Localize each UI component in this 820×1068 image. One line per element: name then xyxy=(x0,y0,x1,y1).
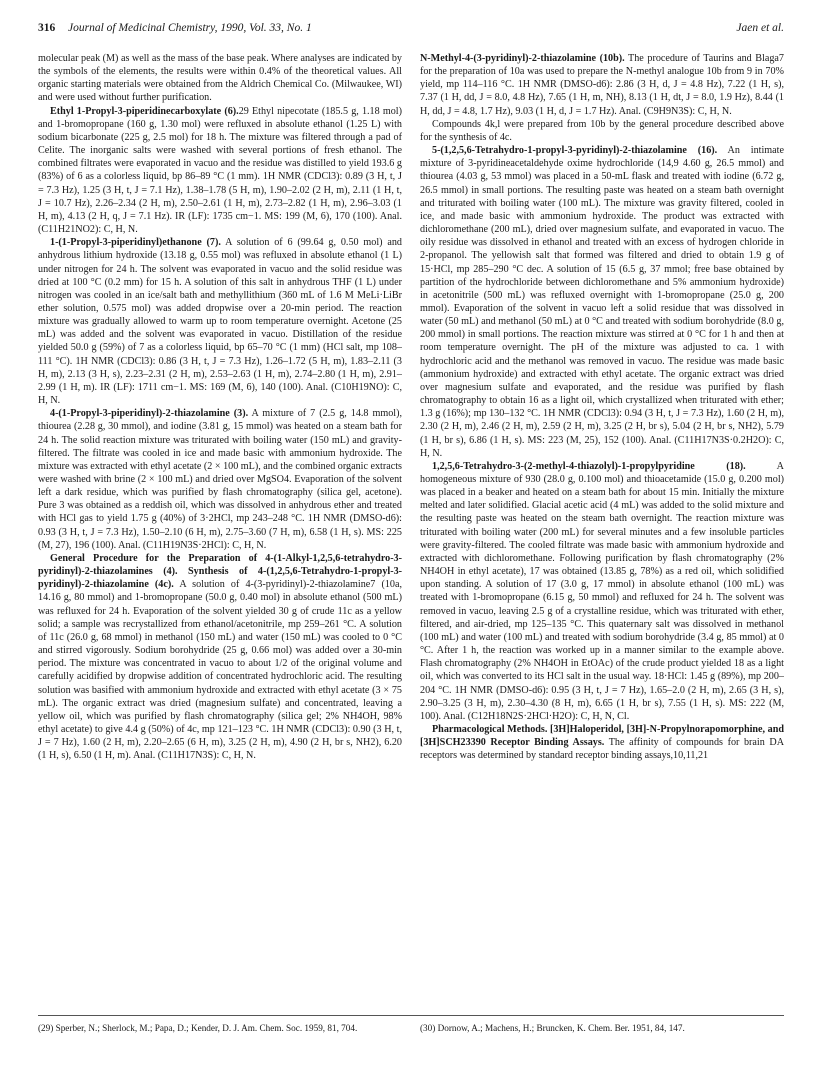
compound-7-text: A solution of 6 (99.64 g, 0.50 mol) and anhydrous lithium hydroxide (13.18 g, 0.55 mol) was refluxed in absolute ethanol (1 L) under nitrogen for 24 h. The solvent was evaporated in vacuo and the solid residue was dried at 100 °C (0.2 mm) for 15 h. A solution of this salt in anhydrous THF (1 L) under nitrogen was cooled in an ice/salt bath and methyllithium (360 mL of 1.6 M MeLi·LiBr ether solution, 0.575 mol) was added dropwise over a 20-min period. The reaction mixture was gradually allowed to warm up to room temperature overnight. Acetone (25 mL) was added and the solvent was evaporated in vacuo. Distillation of the residue yielded 50.0 g (59%) of 7 as a colorless liquid, bp 65–70 °C (1 mm) (HCl salt, mp 108–111 °C). 1H NMR (CDCl3): 0.86 (3 H, t, J = 7.3 Hz), 1.26–1.72 (5 H, m), 1.83–2.11 (3 H, m), 2.13 (3 H, s), 2.23–2.31 (2 H, m), 2.53–2.63 (1 H, m), 2.74–2.80 (1 H, m), 2.91–2.99 (1 H, m). IR (LF): 1711 cm−1. MS: 169 (M, 6), 140 (100). Anal. (C10H19NO): C, H, N. xyxy=(38,237,402,407)
paragraph-compound-3 xyxy=(38,407,402,552)
paragraph-compound-7 xyxy=(38,236,402,407)
compound-7-heading: 1-(1-Propyl-3-piperidinyl)ethanone (7). xyxy=(50,237,221,249)
compound-6-text: 29 Ethyl nipecotate (185.5 g, 1.18 mol) and 1-bromopropane (160 g, 1.30 mol) were refluxed in absolute ethanol (1.25 L) with sodium bicarbonate (225 g, 2.5 mol) for 18 h. The mixture was filtered through a pad of Celite. The inorganic salts were washed with several portions of fresh ethanol. The combined filtrates were evaporated in vacuo and the residue was distilled to yield 193.6 g (83%) of 6 as a colorless liquid, bp 86–89 °C (1 mm). 1H NMR (CDCl3): 0.89 (3 H, t, J = 7.3 Hz), 1.25 (3 H, t, J = 7.1 Hz), 1.38–1.78 (5 H, m), 1.90–2.02 (2 H, m), 2.11 (1 H, t, J = 10.7 Hz), 2.26–2.34 (2 H, m), 2.50–2.61 (1 H, m), 2.73–2.82 (1 H, m), 2.96–3.03 (1 H, m), 4.13 (2 H, q, J = 7.1 Hz). IR (LF): 1735 cm−1. MS: 199 (M, 6), 170 (100). Anal. (C11H21NO2): C, H, N. xyxy=(38,105,402,236)
compound-18-heading: 1,2,5,6-Tetrahydro-3-(2-methyl-4-thiazolyl)-1-propylpyridine (18). xyxy=(432,460,746,472)
author-header: Jaen et al. xyxy=(736,22,784,34)
compound-16-text: An intimate mixture of 3-pyridineacetaldehyde oxime hydrochloride (14,9 4.60 g, 26.5 mmol) and thiourea (4.03 g, 53 mmol) was placed in a 50-mL flask and treated with iodine (6.72 g, 26.5 mmol) in small portions. The resulting paste was heated on a steam bath overnight and triturated with boiling water (100 mL). The mixture was gravity filtered, cooled in ice, and made basic with ammonium hydroxide. The product was extracted with dichloromethane (200 mL), dried over magnesium sulfate, and evaporated in vacuo. The oily residue was dissolved in ethanol and treated with an excess of hydrogen chloride in 2-propanol. The yellowish salt that formed was filtered and dried to obtain 1.9 g of 15·HCl, mp 285–290 °C dec. A solution of 15 (6.5 g, 37 mmol; free base obtained by partition of the hydrochloride between dichloromethane and 5% ammonium hydroxide) in acetonitrile (500 mL) was refluxed overnight with 1-bromopropane (25.0 g, 200 mmol). Evaporation of the solvent in vacuo left a solid residue that was dissolved in water (50 mL) and methanol (50 mL) at 0 °C and treated with sodium borohydride (8.0 g, 200 mmol) in small portions. The reaction mixture was stirred at 0 °C for 1 h and then at room temperature overnight. The pH of the mixture was adjusted to ca. 1 with hydrochloric acid and the methanol was removed in vacuo. The residue was made basic (ammonium hydroxide) and extracted with ethyl acetate. The organic extract was dried over magnesium sulfate and evaporated, and the residue was purified by flash chromatography to obtain 16 as a light oil, which crystallized when triturated with ether; 1.3 g (16%); mp 130–132 °C. 1H NMR (CDCl3): 0.94 (3 H, t, J = 7.3 Hz), 1.60 (2 H, m), 2.30 (2 H, m), 2.46 (2 H, m), 2.59 (2 H, m), 3.25 (2 H, br s), 5.04 (2 H, br s, NH2), 5.79 (1 H, br s), 6.86 (1 H, s). MS: 223 (M, 25), 152 (100). Anal. (C11H17N3S·0.2H2O): C, H, N. xyxy=(420,145,784,459)
general-procedure-text: A solution of 4-(3-pyridinyl)-2-thiazolamine7 (10a, 14.16 g, 80 mmol) and 1-bromopropane (50.0 g, 0.40 mol) in absolute ethanol (500 mL) was refluxed for 24 h. Evaporation of the solvent yielded 30 g of crude 11c as a yellow solid; a sample was recrystallized from ethanol/acetonitrile, mp 259–261 °C. A solution of 11c (26.0 g, 68 mmol) in methanol (150 mL) and water (150 mL) was cooled to 0 °C and stirred vigorously. Sodium borohydride (25 g, 0.66 mol) was added over a 30-min period. The mixture was concentrated in vacuo to about 1/2 of the original volume and carefully acidified by dropwise addition of concentrated hydrochloric acid. The resulting solution was basified with ammonium hydroxide and extracted with ethyl acetate (3 × 75 mL). The organic extract was dried (magnesium sulfate) and concentrated, leaving a yellow oil, which was purified by flash chromatography (silica gel; 2% NH4OH, 98% ethyl acetate) to give 4.4 g (50%) of 4c, mp 121–123 °C. 1H NMR (CDCl3): 0.90 (3 H, t, J = 7 Hz), 1.60 (2 H, m), 2.20–2.65 (6 H, m), 3.25 (2 H, m), 4.90 (2 H, br s, NH2), 6.20 (1 H, s), 6.50 (1 H, m). Anal. (C11H17N3S): C, H, N. xyxy=(38,579,402,762)
compound-10b-text: The procedure of Taurins and Blaga7 for the preparation of 10a was used to prepare the N-methyl analogue 10b from 9 in 70% yield, mp 114–116 °C. 1H NMR (DMSO-d6): 2.86 (3 H, d, J = 4.8 Hz), 7.22 (1 H, s), 7.37 (1 H, dd, J = 8.0, 4.8 Hz), 7.65 (1 H, m, NH), 8.13 (1 H, dt, J = 8.0, 1.9 Hz), 8.44 (1 H, dd, J = 4.8, 1.7 Hz), 9.03 (1 H, d, J = 1.7 Hz). Anal. (C9H9N3S): C, H, N. xyxy=(420,53,784,117)
general-procedure-heading: General Procedure for the Preparation of 4-(1-Alkyl-1,2,5,6-tetrahydro-3-pyridinyl)-2-thiazolamines (4). Synthesis of 4-(1,2,5,6-Tetrahydro-1-propyl-3-pyridinyl)-2-thiazolamine (4c). xyxy=(38,552,402,591)
paragraph-general-procedure xyxy=(38,552,402,763)
pharmacological-methods-text: The affinity of compounds for brain DA receptors was determined by standard receptor binding assays,10,11,21 xyxy=(420,737,785,762)
paragraph-compound-10b xyxy=(420,52,784,118)
compound-3-text: A mixture of 7 (2.5 g, 14.8 mmol), thiourea (2.28 g, 30 mmol), and iodine (3.81 g, 15 mmol) was heated on a steam bath for 24 h. The solid reaction mixture was triturated with boiling water (150 mL) and gravity-filtered. The filtrate was cooled in ice and made basic with ammonium hydroxide. The mixture was extracted with ethyl acetate (2 × 100 mL), and the combined organic extracts were washed with brine (2 × 100 mL) and dried over MgSO4. Evaporation of the solvent left a dark residue, which was purified by flash chromatography (silica gel, acetone). Pure 3 was obtained as a reddish oil, which was dissolved in anhydrous ether and treated with HCl gas to yield 1.75 g (40%) of 3·2HCl, mp 243–248 °C. 1H NMR (DMSO-d6): 0.93 (3 H, t, J = 7.3 Hz), 1.50–2.10 (6 H, m), 2.75–3.60 (7 H, m), 6.58 (1 H, s). MS: 225 (M, 27), 196 (100). Anal. (C11H19N3S·2HCl): C, H, N. xyxy=(38,408,402,551)
page-number: 316 xyxy=(38,22,56,34)
journal-citation: Journal of Medicinal Chemistry, 1990, Vol. 33, No. 1 xyxy=(68,22,312,34)
paragraph-pharmacological-methods xyxy=(420,723,784,762)
footnote-29: (29) Sperber, N.; Sherlock, M.; Papa, D.; Kender, D. J. Am. Chem. Soc. 1959, 81, 704. xyxy=(38,1023,358,1033)
compound-18-text: A homogeneous mixture of 930 (28.0 g, 0.100 mol) and thioacetamide (15.0 g, 0.200 mol) was placed in a beaker and heated on a steam bath for about 15 min. Initially the mixture melted and later solidified. Glacial acetic acid (4 mL) was added to the solid mixture and the resulting paste was heated on the steam bath overnight. The reaction mixture was triturated with boiling water (200 mL) for several minutes and a few insoluble particles were gravity-filtered. The cooled filtrate was made basic with ammonium hydroxide and extracted with dichloromethane. Following purification by flash chromatography (2% NH4OH in ethyl acetate), 17 was obtained (13.85 g, 78%) as a red oil, which solidified upon standing. A solution of 17 (3.0 g, 17 mmol) in absolute ethanol (100 mL) was treated with 1-bromopropane (6.15 g, 50 mmol) and refluxed for 24 h. The solvent was removed in vacuo, leaving 2.5 g of a crystalline residue, which was triturated with ether, filtered, and air-dried, mp 125–135 °C. This quaternary salt was dissolved in methanol (100 mL) and water (100 mL) and treated with sodium borohydride (3.4 g, 85 mmol) at 0 °C. After 1 h, the reaction was worked up in a manner similar to the example above. Flash chromatography (2% NH4OH in EtOAc) of the crude product yielded 18 as a light oil, which was converted to its HCl salt in the usual way. 18·HCl: 1.45 g (89%), mp 200–204 °C. 1H NMR (DMSO-d6): 0.95 (3 H, t, J = 7 Hz), 1.65–2.0 (2 H, m), 2.65 (3 H, s), 2.90–3.25 (3 H, m), 2.30–4.30 (8 H, m), 6.65 (1 H, br s), 7.55 (1 H, s). MS: 222 (M, 100). Anal. (C12H18N2S·2HCl·H2O): C, H, N, Cl. xyxy=(420,460,784,722)
footnote-divider xyxy=(38,1015,784,1016)
compound-16-heading: 5-(1,2,5,6-Tetrahydro-1-propyl-3-pyridinyl)-2-thiazolamine (16). xyxy=(432,145,718,157)
compound-6-heading: Ethyl 1-Propyl-3-piperidinecarboxylate (6). xyxy=(50,105,239,117)
paragraph-compound-16 xyxy=(420,144,784,460)
compound-3-heading: 4-(1-Propyl-3-piperidinyl)-2-thiazolamine (3). xyxy=(50,408,249,420)
right-column xyxy=(420,52,784,762)
left-column xyxy=(38,52,402,762)
compound-10b-heading: N-Methyl-4-(3-pyridinyl)-2-thiazolamine (10b). xyxy=(420,53,625,64)
running-header xyxy=(38,22,784,40)
pharmacological-methods-heading: Pharmacological Methods. [3H]Haloperidol, [3H]-N-Propylnorapomorphine, and [3H]SCH23390 Receptor Binding Assays. xyxy=(420,723,784,749)
paragraph-compound-18 xyxy=(420,460,784,723)
paragraph-methods-intro: molecular peak (M) as well as the mass of the base peak. Where analyses are indicated by the symbols of the elements, the results were within 0.4% of the theoretical values. All organic starting materials were obtained from the Aldrich Chemical Co. (Milwaukee, WI) and were used without further purification. xyxy=(38,53,402,104)
footnote-30: (30) Dornow, A.; Machens, H.; Bruncken, K. Chem. Ber. 1951, 84, 147. xyxy=(420,1023,685,1033)
paragraph-compound-6 xyxy=(38,105,402,237)
paragraph-compounds-4kl: Compounds 4k,l were prepared from 10b by the general procedure described above for the synthesis of 4c. xyxy=(420,118,784,143)
